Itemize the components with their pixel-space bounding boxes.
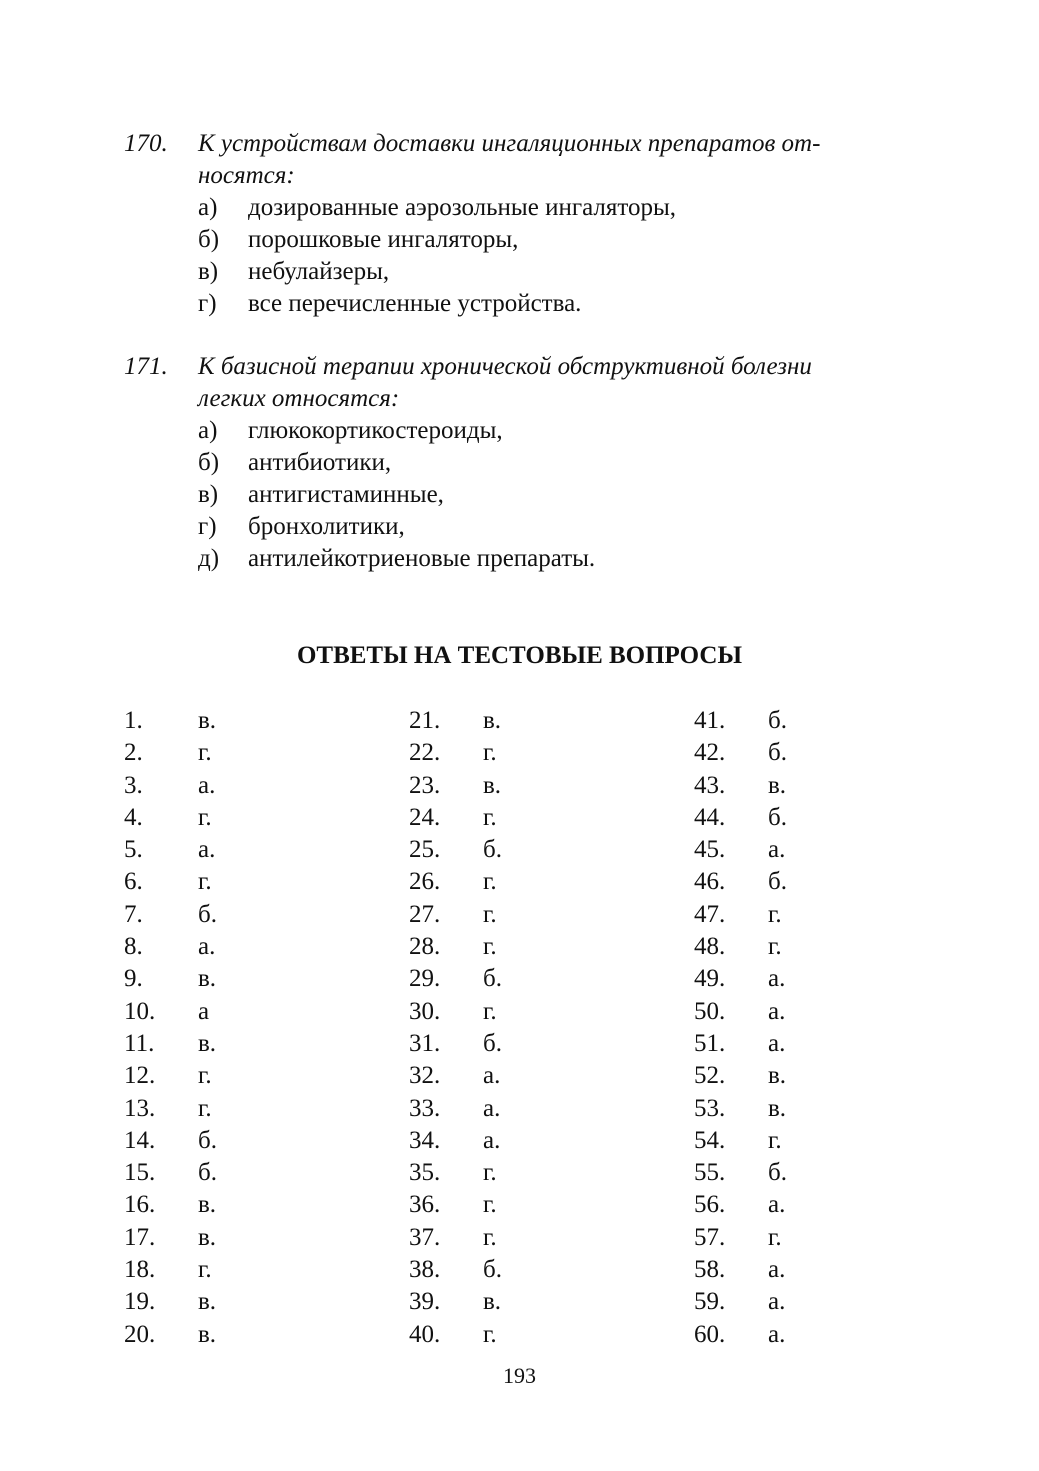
answer-row (124, 1157, 217, 1189)
answer-letter: а. (483, 1126, 501, 1154)
option-g (198, 288, 904, 320)
option-letter: а) (198, 194, 218, 221)
answer-row (694, 770, 787, 802)
answer-number: 56. (694, 1191, 726, 1219)
answer-letter: в. (198, 1288, 217, 1316)
answer-row (409, 705, 502, 737)
answer-letter: г. (483, 803, 497, 831)
question-text: К базисной терапии хронической обструктивной болезни легких относятся: (198, 353, 812, 412)
answer-number: 10. (124, 997, 156, 1025)
answer-number: 41. (694, 707, 726, 734)
answer-letter: а. (768, 836, 786, 864)
answer-number: 49. (694, 965, 726, 993)
page-number: 193 (503, 1363, 536, 1388)
answer-number: 6. (124, 868, 143, 896)
answer-row (409, 737, 502, 769)
answer-number: 17. (124, 1223, 156, 1251)
answers-column-1 (124, 705, 217, 1351)
answer-letter: в. (483, 771, 502, 799)
answer-number: 27. (409, 900, 441, 928)
option-letter: б) (198, 226, 220, 253)
answer-row (124, 963, 217, 995)
answer-letter: г. (483, 1191, 497, 1219)
answer-row (694, 834, 787, 866)
answer-row (124, 996, 217, 1028)
answer-row (124, 1028, 217, 1060)
answer-row (409, 770, 502, 802)
answer-row (409, 1125, 502, 1157)
option-letter: а) (198, 417, 218, 444)
answer-number: 23. (409, 771, 441, 799)
answer-letter: г. (198, 1062, 212, 1090)
answer-letter: в. (768, 1062, 787, 1090)
answer-letter: г. (483, 997, 497, 1025)
answer-number: 25. (409, 836, 441, 864)
answer-letter: г. (483, 1223, 497, 1251)
answers-heading: ОТВЕТЫ НА ТЕСТОВЫЕ ВОПРОСЫ (296, 642, 743, 669)
question-text: К устройствам доставки ингаляционных препаратов от- носятся: (198, 130, 821, 189)
answer-row (694, 996, 787, 1028)
answer-letter: г. (198, 1256, 212, 1284)
answer-row (409, 963, 502, 995)
answer-number: 58. (694, 1256, 726, 1284)
option-text: дозированные аэрозольные ингаляторы, (248, 194, 677, 221)
answer-number: 57. (694, 1223, 726, 1251)
answer-letter: г. (198, 803, 212, 831)
answer-number: 21. (409, 707, 441, 734)
answer-letter: в. (198, 1029, 217, 1057)
answer-number: 51. (694, 1029, 726, 1057)
option-letter: г) (198, 513, 217, 540)
answer-row (409, 1093, 502, 1125)
answer-number: 40. (409, 1320, 441, 1348)
question-171 (124, 351, 904, 575)
answer-row (124, 931, 217, 963)
option-letter: в) (198, 481, 219, 508)
option-text: порошковые ингаляторы, (248, 226, 519, 253)
answer-row (694, 1093, 787, 1125)
answer-number: 20. (124, 1320, 156, 1348)
answer-number: 53. (694, 1094, 726, 1122)
option-g (198, 511, 904, 543)
answer-row (694, 1125, 787, 1157)
answer-row (694, 705, 787, 737)
answer-number: 37. (409, 1223, 441, 1251)
answer-letter: г. (198, 739, 212, 767)
answer-number: 47. (694, 900, 726, 928)
option-letter: б) (198, 449, 220, 476)
answer-number: 38. (409, 1256, 441, 1284)
answer-row (694, 1254, 787, 1286)
answers-column-3 (694, 705, 787, 1351)
answer-letter: б. (198, 1126, 217, 1154)
answer-number: 8. (124, 933, 143, 961)
answer-number: 44. (694, 803, 726, 831)
answer-number: 11. (124, 1029, 155, 1057)
answer-row (409, 1157, 502, 1189)
answer-row (124, 1060, 217, 1092)
answer-row (409, 931, 502, 963)
answer-letter: б. (483, 836, 502, 864)
answer-number: 28. (409, 933, 441, 961)
answer-number: 19. (124, 1288, 156, 1316)
answer-letter: г. (483, 739, 497, 767)
answer-letter: г. (768, 933, 782, 961)
answer-number: 24. (409, 803, 441, 831)
answer-row (124, 899, 217, 931)
answer-row (409, 1060, 502, 1092)
answer-letter: в. (198, 1191, 217, 1219)
answer-number: 46. (694, 868, 726, 896)
answer-row (124, 705, 217, 737)
answer-row (409, 899, 502, 931)
answer-number: 55. (694, 1159, 726, 1187)
answer-row (409, 1189, 502, 1221)
answer-row (409, 1286, 502, 1318)
answer-letter: а. (198, 836, 216, 864)
answer-letter: а. (483, 1062, 501, 1090)
answer-letter: а (198, 997, 210, 1025)
answer-number: 59. (694, 1288, 726, 1316)
option-v (198, 479, 904, 511)
answers-column-2 (409, 705, 502, 1351)
answer-number: 33. (409, 1094, 441, 1122)
answer-number: 39. (409, 1288, 441, 1316)
answer-number: 12. (124, 1062, 156, 1090)
answer-number: 54. (694, 1126, 726, 1154)
answer-letter: г. (483, 1320, 497, 1348)
answer-letter: в. (198, 965, 217, 993)
option-text: все перечисленные устройства. (248, 290, 582, 317)
answer-number: 16. (124, 1191, 156, 1219)
answer-row (124, 770, 217, 802)
answer-row (124, 1189, 217, 1221)
answer-letter: б. (768, 739, 787, 767)
answer-row (694, 931, 787, 963)
answer-row (694, 1028, 787, 1060)
answer-number: 9. (124, 965, 143, 993)
answer-letter: б. (768, 868, 787, 896)
answer-letter: б. (483, 1256, 502, 1284)
answer-number: 14. (124, 1126, 156, 1154)
answer-number: 52. (694, 1062, 726, 1090)
answer-letter: в. (198, 707, 217, 734)
answer-letter: а. (483, 1094, 501, 1122)
answer-number: 29. (409, 965, 441, 993)
answer-row (694, 1286, 787, 1318)
answer-row (409, 996, 502, 1028)
answer-letter: а. (768, 997, 786, 1025)
answer-row (694, 963, 787, 995)
answer-row (409, 1222, 502, 1254)
answer-number: 4. (124, 803, 143, 831)
answer-number: 1. (124, 707, 143, 734)
option-letter: г) (198, 290, 217, 317)
answer-letter: а. (198, 933, 216, 961)
options-list (198, 192, 904, 320)
answer-row (694, 1157, 787, 1189)
answer-letter: б. (198, 1159, 217, 1187)
answer-letter: а. (198, 771, 216, 799)
answer-letter: б. (483, 965, 502, 993)
option-b (198, 224, 904, 256)
answer-row (124, 802, 217, 834)
answer-number: 30. (409, 997, 441, 1025)
answer-number: 45. (694, 836, 726, 864)
answer-row (124, 866, 217, 898)
answer-row (124, 1093, 217, 1125)
answer-number: 32. (409, 1062, 441, 1090)
answer-row (124, 834, 217, 866)
option-text: бронхолитики, (248, 513, 405, 540)
answer-letter: б. (768, 707, 787, 734)
answer-letter: г. (483, 900, 497, 928)
answer-letter: а. (768, 1256, 786, 1284)
answer-letter: б. (768, 803, 787, 831)
option-letter: д) (198, 545, 220, 572)
answer-row (124, 1222, 217, 1254)
option-text: небулайзеры, (248, 258, 390, 285)
answer-number: 35. (409, 1159, 441, 1187)
answer-row (694, 1222, 787, 1254)
answer-letter: а. (768, 1288, 786, 1316)
answer-row (124, 737, 217, 769)
answer-row (694, 899, 787, 931)
answer-number: 18. (124, 1256, 156, 1284)
answer-letter: б. (198, 900, 217, 928)
answer-row (694, 1060, 787, 1092)
answer-row (409, 1319, 502, 1351)
answer-row (694, 802, 787, 834)
answer-letter: а. (768, 1029, 786, 1057)
question-170 (124, 128, 904, 320)
option-b (198, 447, 904, 479)
answer-letter: б. (483, 1029, 502, 1057)
options-list (198, 415, 904, 575)
answer-letter: а. (768, 965, 786, 993)
answer-number: 48. (694, 933, 726, 961)
option-text: антибиотики, (248, 449, 392, 476)
answer-number: 22. (409, 739, 441, 767)
answer-number: 15. (124, 1159, 156, 1187)
answer-letter: г. (198, 1094, 212, 1122)
option-v (198, 256, 904, 288)
answer-letter: в. (483, 1288, 502, 1316)
answer-letter: а. (768, 1320, 786, 1348)
option-text: антилейкотриеновые препараты. (248, 545, 596, 572)
answer-number: 43. (694, 771, 726, 799)
answer-row (409, 866, 502, 898)
option-a (198, 415, 904, 447)
answer-number: 36. (409, 1191, 441, 1219)
option-text: глюкокортикостероиды, (248, 417, 503, 444)
answer-number: 3. (124, 771, 143, 799)
answer-row (409, 1028, 502, 1060)
answer-letter: в. (198, 1223, 217, 1251)
option-text: антигистаминные, (248, 481, 444, 508)
answer-row (694, 866, 787, 898)
answer-number: 26. (409, 868, 441, 896)
answer-row (694, 737, 787, 769)
answer-number: 42. (694, 739, 726, 767)
option-d (198, 543, 904, 575)
answer-row (124, 1125, 217, 1157)
answer-row (124, 1254, 217, 1286)
answer-letter: в. (483, 707, 502, 734)
answer-letter: г. (483, 868, 497, 896)
answer-number: 13. (124, 1094, 156, 1122)
answer-letter: г. (483, 1159, 497, 1187)
answer-letter: г. (483, 933, 497, 961)
answer-number: 31. (409, 1029, 441, 1057)
answer-letter: г. (768, 1126, 782, 1154)
answer-number: 2. (124, 739, 143, 767)
answer-number: 50. (694, 997, 726, 1025)
answer-number: 5. (124, 836, 143, 864)
answer-row (409, 802, 502, 834)
answer-row (409, 834, 502, 866)
answer-letter: а. (768, 1191, 786, 1219)
option-letter: в) (198, 258, 219, 285)
answer-letter: в. (198, 1320, 217, 1348)
question-number: 170. (124, 130, 168, 157)
question-number: 171. (124, 353, 168, 380)
answer-letter: б. (768, 1159, 787, 1187)
answer-number: 60. (694, 1320, 726, 1348)
answer-number: 34. (409, 1126, 441, 1154)
answer-number: 7. (124, 900, 143, 928)
answer-row (694, 1319, 787, 1351)
answer-letter: в. (768, 771, 787, 799)
answer-row (409, 1254, 502, 1286)
answer-row (694, 1189, 787, 1221)
answer-letter: г. (768, 1223, 782, 1251)
answer-letter: г. (198, 868, 212, 896)
answer-letter: г. (768, 900, 782, 928)
answer-row (124, 1286, 217, 1318)
option-a (198, 192, 904, 224)
answer-row (124, 1319, 217, 1351)
answer-letter: в. (768, 1094, 787, 1122)
